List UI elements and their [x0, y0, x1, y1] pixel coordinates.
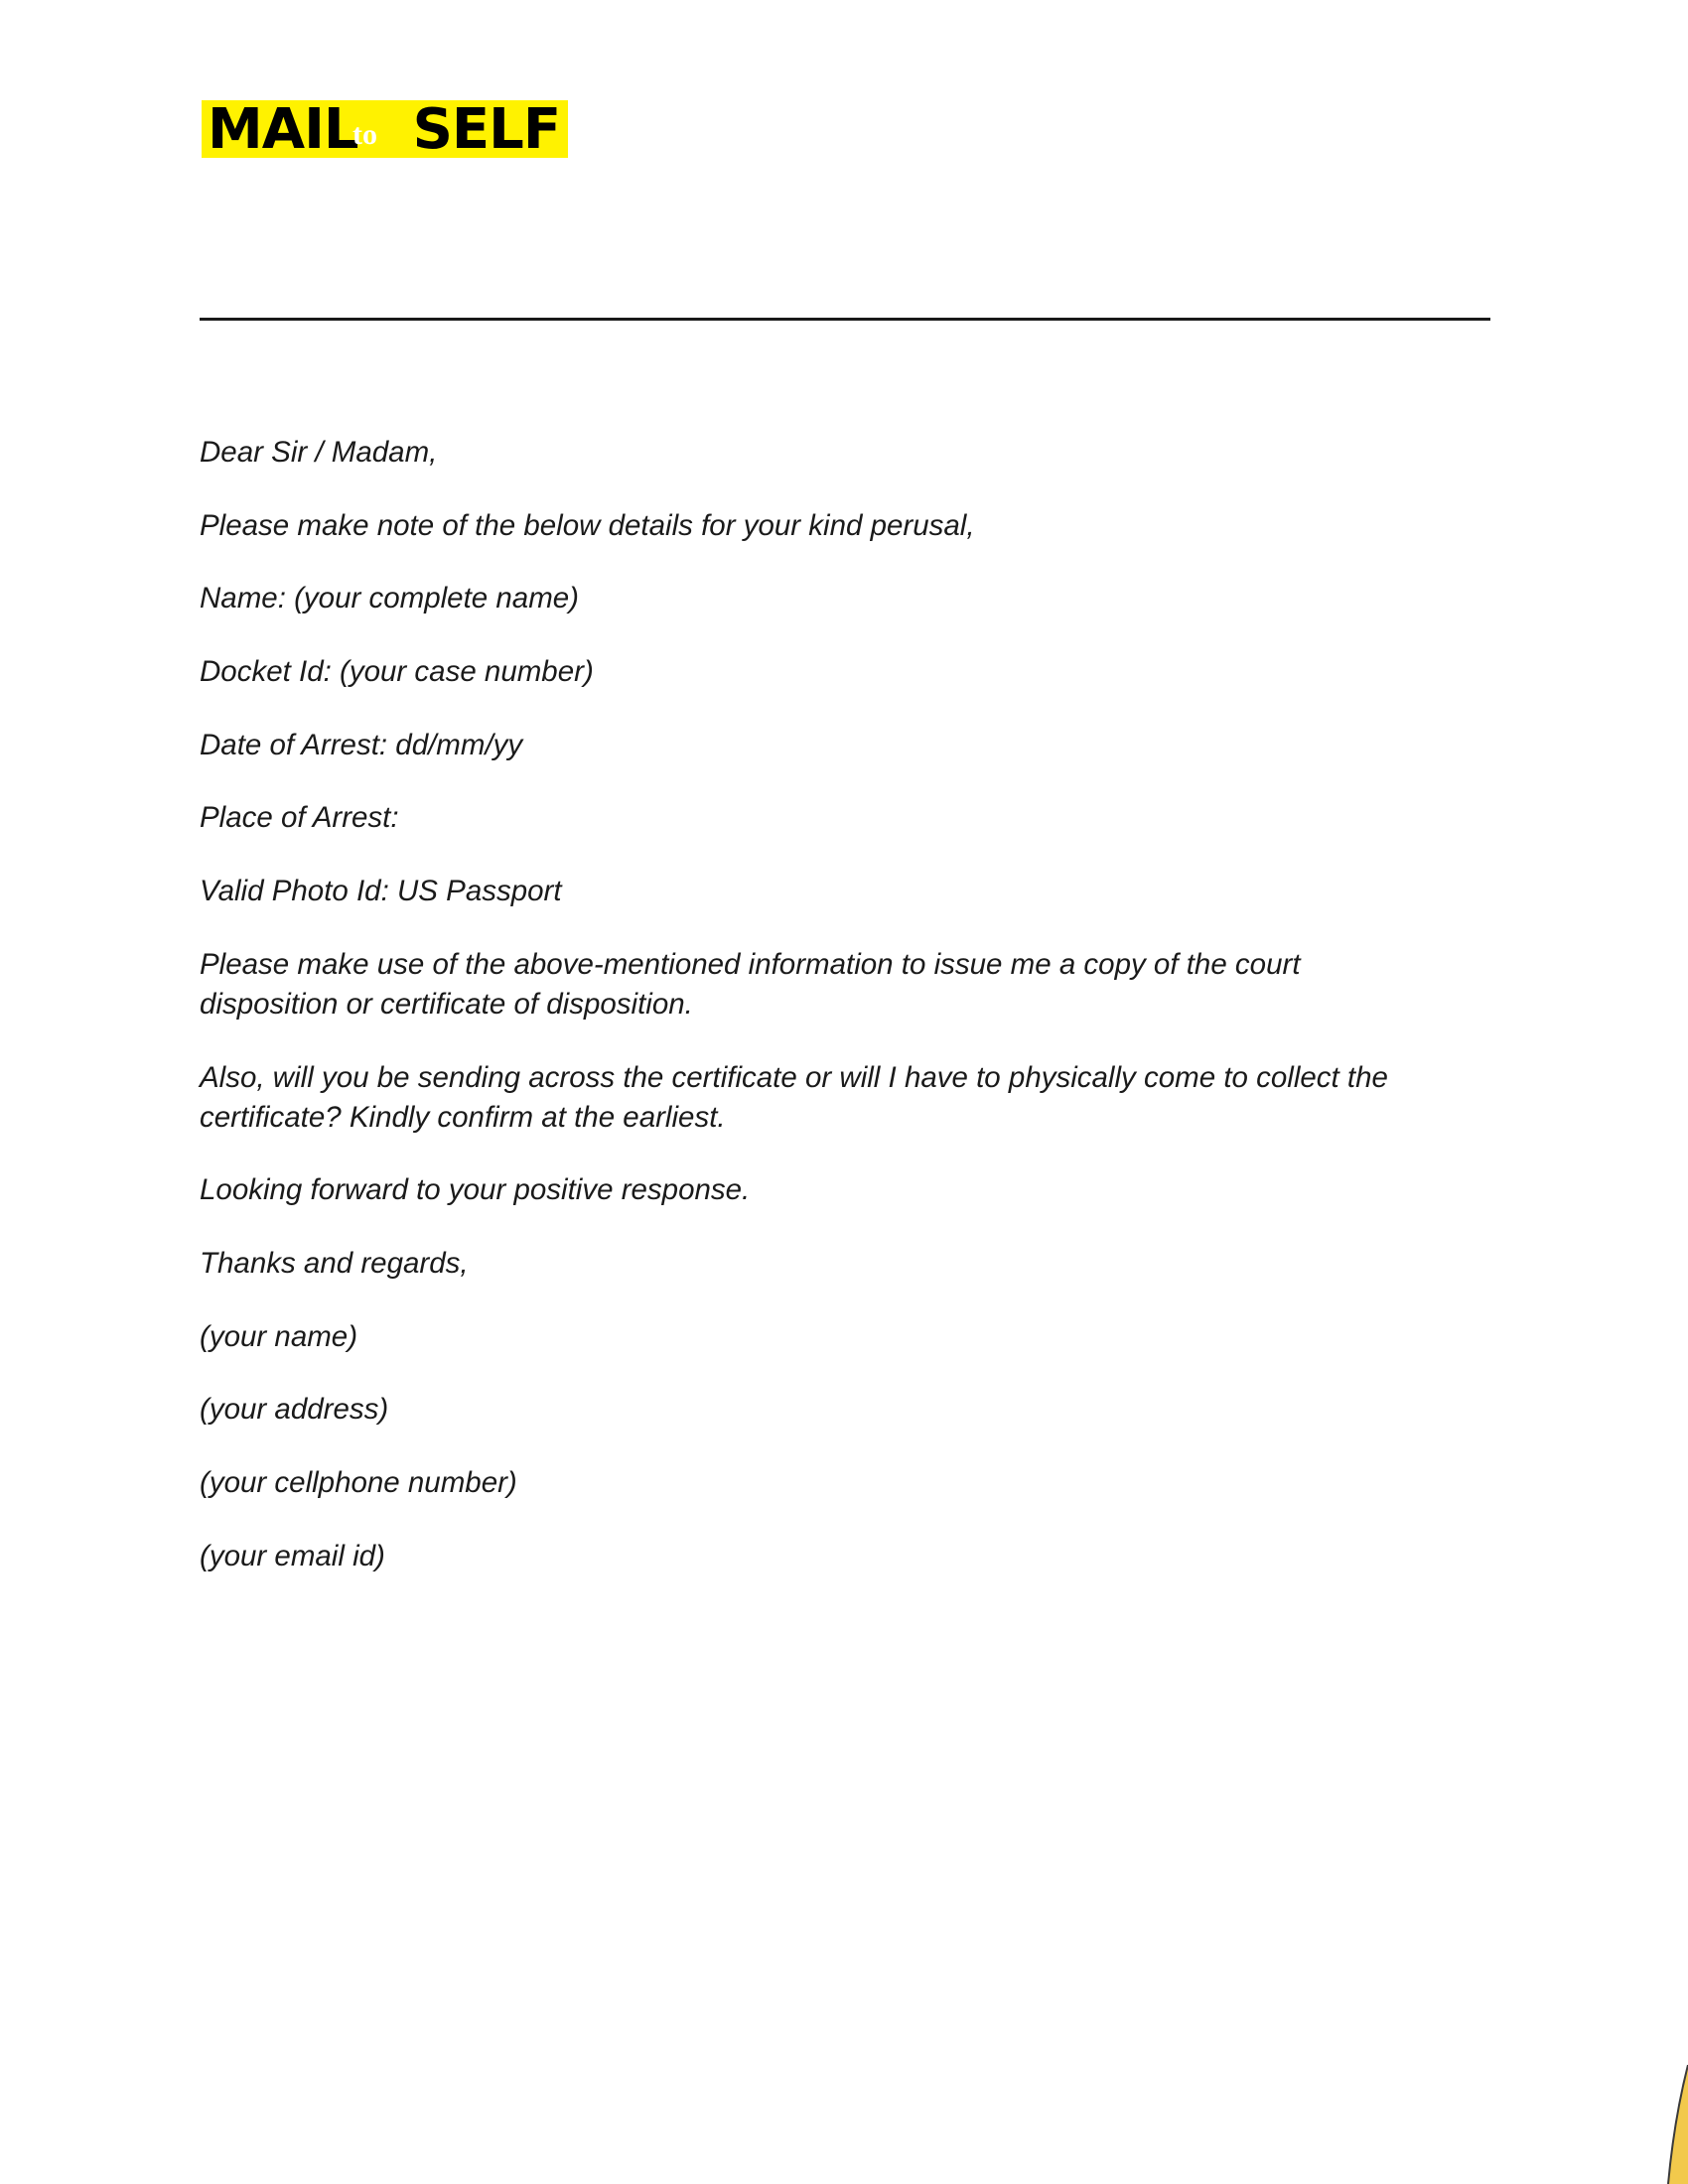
request-paragraph: Please make use of the above-mentioned information to issue me a copy of the court disposition or certificate of disposition.: [200, 947, 1301, 1021]
intro-line: Please make note of the below details for your kind perusal,: [200, 508, 975, 542]
mail-to-self-logo: [202, 97, 568, 162]
closing-line: Looking forward to your positive response.: [200, 1173, 751, 1207]
sender-name: (your name): [200, 1319, 358, 1353]
logo-wordmark: MAIL SELF: [208, 97, 561, 162]
letter-body: [200, 433, 1490, 1609]
photo-id-detail: Valid Photo Id: US Passport: [200, 875, 562, 908]
sign-off: Thanks and regards,: [200, 1246, 469, 1280]
sender-email: (your email id): [200, 1539, 385, 1572]
sender-address: (your address): [200, 1393, 389, 1427]
arrest-place-detail: Place of Arrest:: [200, 801, 399, 835]
name-detail: Name: (your complete name): [200, 582, 580, 615]
docket-detail: Docket Id: (your case number): [200, 655, 594, 689]
sender-phone: (your cellphone number): [200, 1465, 517, 1499]
header-divider: [200, 318, 1490, 321]
arrest-date-detail: Date of Arrest: dd/mm/yy: [200, 728, 523, 761]
logo-middle-word: to: [352, 118, 377, 151]
corner-decoration: [1648, 2065, 1688, 2184]
salutation: Dear Sir / Madam,: [200, 436, 438, 469]
question-paragraph: Also, will you be sending across the certificate or will I have to physically come to collect the certificate? Kindly confirm at the earliest.: [200, 1060, 1388, 1134]
